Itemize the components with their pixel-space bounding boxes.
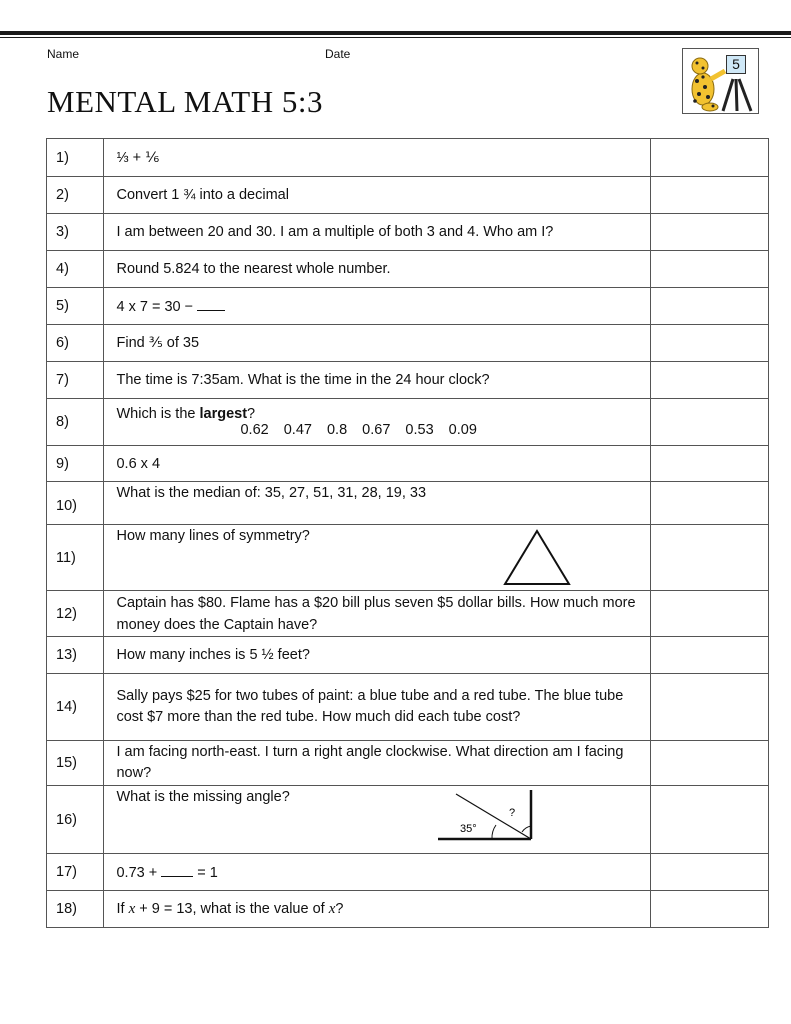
question-text: Captain has $80. Flame has a $20 bill plus seven $5 dollar bills. How much more money does the Captain have? xyxy=(104,591,651,637)
question-text: 0.73 + xyxy=(116,864,162,881)
question-text: What is the median of: 35, 27, 51, 31, 28, 19, 33 xyxy=(104,482,651,525)
question-text: Sally pays $25 for two tubes of paint: a blue tube and a red tube. The blue tube cost $7 more than the red tube. How much did each tube cost? xyxy=(104,674,651,741)
answer-box[interactable] xyxy=(651,214,769,251)
table-row xyxy=(47,177,769,214)
question-text: I am facing north-east. I turn a right angle clockwise. What direction am I facing now? xyxy=(104,741,651,786)
angle-known-label: 35° xyxy=(460,823,478,835)
question-number: 3) xyxy=(47,214,104,251)
question-number: 13) xyxy=(47,637,104,674)
question-text: The time is 7:35am. What is the time in the 24 hour clock? xyxy=(104,362,651,399)
grade-badge: 5 xyxy=(726,55,746,74)
variable: x xyxy=(328,900,336,917)
question-text: If x + 9 = 13, what is the value of x? xyxy=(104,891,651,928)
date-label: Date xyxy=(325,47,351,61)
answer-box[interactable] xyxy=(651,362,769,399)
answer-box[interactable] xyxy=(651,674,769,741)
triangle-figure xyxy=(502,528,572,588)
answer-box[interactable] xyxy=(651,325,769,362)
table-row xyxy=(47,525,769,591)
page-title: MENTAL MATH 5:3 xyxy=(47,84,323,119)
answer-box[interactable] xyxy=(651,399,769,446)
answer-box[interactable] xyxy=(651,741,769,786)
table-row xyxy=(47,362,769,399)
table-row xyxy=(47,854,769,891)
question-text: I am between 20 and 30. I am a multiple of both 3 and 4. Who am I? xyxy=(104,214,651,251)
answer-box[interactable] xyxy=(651,177,769,214)
question-number: 15) xyxy=(47,741,104,786)
answer-box[interactable] xyxy=(651,891,769,928)
table-row xyxy=(47,482,769,525)
question-text: ⅓ + ⅙ xyxy=(104,139,651,177)
answer-box[interactable] xyxy=(651,786,769,854)
answer-box[interactable] xyxy=(651,288,769,325)
question-number: 16) xyxy=(47,786,104,854)
question-text: How many lines of symmetry? xyxy=(116,528,310,544)
table-row xyxy=(47,325,769,362)
angle-figure xyxy=(436,790,538,846)
answer-blank xyxy=(197,298,225,311)
question-number: 7) xyxy=(47,362,104,399)
table-row xyxy=(47,139,769,177)
question-number: 5) xyxy=(47,288,104,325)
question-number: 1) xyxy=(47,139,104,177)
question-text: What is the missing angle? xyxy=(116,789,290,805)
answer-options: 0.62 0.47 0.8 0.67 0.53 0.09 xyxy=(240,422,477,438)
answer-box[interactable] xyxy=(651,854,769,891)
angle-unknown-label: ? xyxy=(509,807,516,819)
table-row xyxy=(47,214,769,251)
answer-box[interactable] xyxy=(651,525,769,591)
answer-box[interactable] xyxy=(651,251,769,288)
question-number: 4) xyxy=(47,251,104,288)
question-text: Round 5.824 to the nearest whole number. xyxy=(104,251,651,288)
question-number: 14) xyxy=(47,674,104,741)
question-text: 0.6 x 4 xyxy=(104,446,651,482)
table-row xyxy=(47,591,769,637)
answer-box[interactable] xyxy=(651,591,769,637)
answer-box[interactable] xyxy=(651,637,769,674)
answer-blank xyxy=(161,864,193,877)
table-row xyxy=(47,251,769,288)
answer-box[interactable] xyxy=(651,482,769,525)
question-number: 10) xyxy=(47,482,104,525)
table-row xyxy=(47,446,769,482)
question-number: 2) xyxy=(47,177,104,214)
table-row xyxy=(47,674,769,741)
top-rule-thin xyxy=(0,37,791,38)
question-text-end: = 1 xyxy=(193,864,218,881)
answer-box[interactable] xyxy=(651,446,769,482)
table-row xyxy=(47,891,769,928)
table-row xyxy=(47,637,769,674)
table-row xyxy=(47,399,769,446)
table-row xyxy=(47,741,769,786)
grade-logo xyxy=(682,48,759,114)
question-text: Find ⅗ of 35 xyxy=(104,325,651,362)
table-row xyxy=(47,288,769,325)
question-text: 4 x 7 = 30 − xyxy=(116,298,198,315)
answer-box[interactable] xyxy=(651,139,769,177)
top-rule-thick xyxy=(0,31,791,35)
question-text: How many inches is 5 ½ feet? xyxy=(104,637,651,674)
table-row xyxy=(47,786,769,854)
question-number: 6) xyxy=(47,325,104,362)
question-text: Convert 1 ¾ into a decimal xyxy=(104,177,651,214)
variable: x xyxy=(128,900,136,917)
question-number: 18) xyxy=(47,891,104,928)
question-number: 11) xyxy=(47,525,104,591)
leopard-easel-icon xyxy=(683,49,758,113)
question-text: Which is the largest? xyxy=(116,406,256,422)
question-number: 12) xyxy=(47,591,104,637)
question-number: 9) xyxy=(47,446,104,482)
name-label: Name xyxy=(47,47,80,61)
questions-table xyxy=(46,138,769,928)
question-number: 17) xyxy=(47,854,104,891)
question-number: 8) xyxy=(47,399,104,446)
